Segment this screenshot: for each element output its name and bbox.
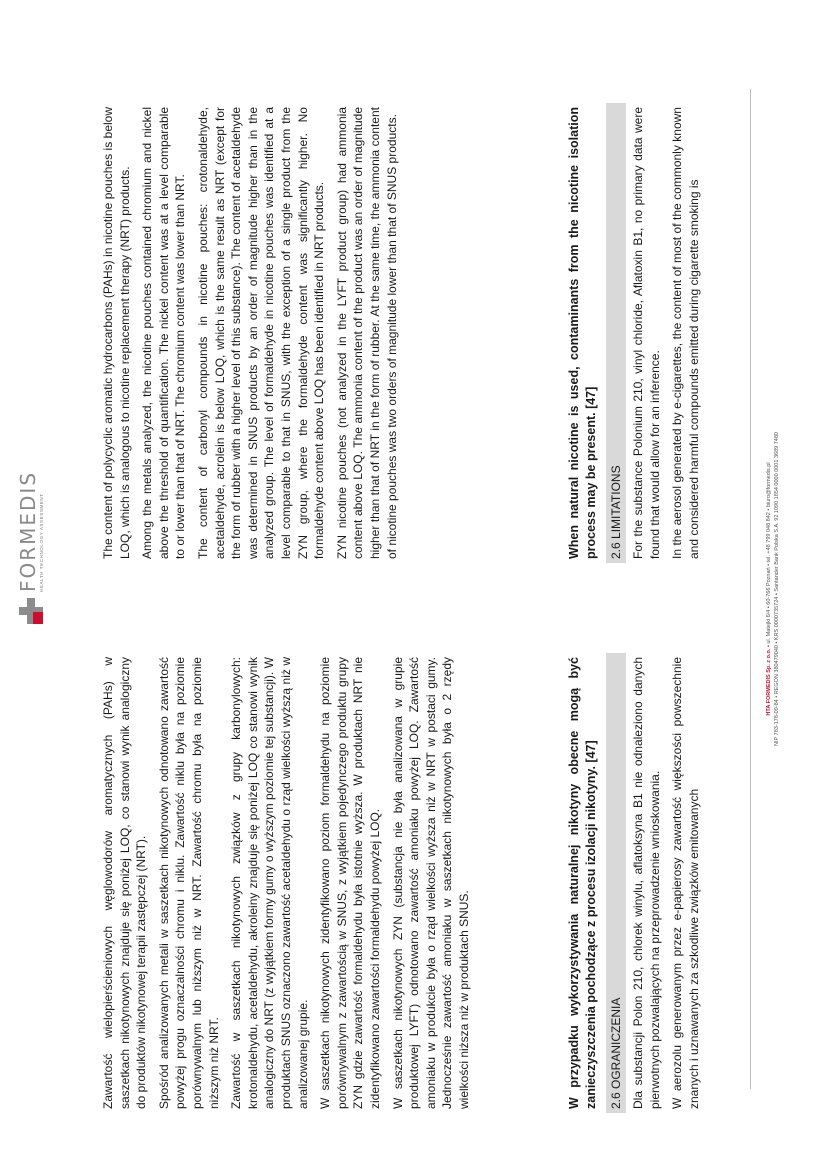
footer-company: HTA FORMEDIS Sp. z o.o. [766,648,772,716]
limitations-paragraph-en-1: For the substance Polonium 210, vinyl chloride, Aflatoxin B1, no primary data were found that would allow for an inference. [631,107,662,559]
section-heading-en: 2.6 LIMITATIONS [606,103,626,563]
formedis-logo [18,471,45,624]
page-footer [750,89,781,1089]
paragraph-pl-5: W saszetkach nikotynowych ZYN (substancja nie była analizowana w grupie produktowej LYFT) odnotowano zawartość amoniaku powyżej LOQ. Zawartość amoniaku w produkcie była o rząd wielkości wyższa niż w NRT w postaci gumy. Jednocześnie zawartość amoniaku w saszetkach nikotynowych była o 2 rzędy wielkości niższa niż w produktach SNUS. [390,657,471,1109]
callout-pl: W przypadku wykorzystywania naturalnej nikotyny obecne mogą być zanieczyszczenia pochodzące z procesu izolacji nikotyny. [47] [567,657,598,1109]
paragraph-pl-1: Zawartość wielopierścieniowych węglowodorów aromatycznych (PAHs) w saszetkach nikotynowych znajduje się poniżej LOQ, co stanowi wynik analogiczny do produktów nikotynowej terapii zastępczej (NRT). [101,657,149,1109]
logo-tagline: HEALTH TECHNOLOGY ASSESSMENT [39,493,44,592]
limitations-paragraph-pl-2: W aerozolu generowanym przez e-papierosy zawartość większości powszechnie znanych i uznawanych za szkodliwe związków emitowanych [670,657,701,1109]
paragraph-pl-3: Zawartość w saszetkach nikotynowych związków z grupy karbonylowych: krotonaldehydu, acetaldehydu, akroleiny znajduje się poniżej LOQ co stanowi wynik analogiczny do NRT (z wyjątkiem formy gumy o wyższym poziomie tej substancji). W produktach SNUS oznaczono zawartość acetaldehydu o rząd wielkości wyższą niż w analizowanej grupie. [229,657,310,1109]
paragraph-en-1: The content of polycyclic aromatic hydrocarbons (PAHs) in nicotine pouches is below LOQ, which is analogous to nicotine replacement therapy (NRT) products. [101,107,132,559]
callout-en: When natural nicotine is used, contaminants from the nicotine isolation process may be present. [47] [567,107,598,559]
paragraph-pl-4: W saszetkach nikotynowych zidentyfikowano poziom formaldehydu na poziomie porównywalnym z zawartością w SNUS, z wyjątkiem pojedynczego produktu grupy ZYN gdzie zawartość formaldehydu była istotnie wyższa. W produktach NRT nie zidentyfikowano zawartości formaldehydu powyżej LOQ. [318,657,382,1109]
paragraph-en-2: Among the metals analyzed, the nicotine pouches contained chromium and nickel above the threshold of quantification. The nickel content was at a level comparable to or lower than that of NRT. The chromium content was lower than NRT. [140,107,188,559]
paragraph-en-3: The content of carbonyl compounds in nicotine pouches: crotonaldehyde, acetaldehyde, acrolein is below LOQ, which is the same result as NRT (except for the form of rubber with a higher level of this substance). The content of acetaldehyde was determined in SNUS products by an order of magnitude higher than in the analyzed group. The level of formaldehyde in nicotine pouches was identified at a level comparable to that in SNUS, with the exception of a single product from the ZYN group, where the formaldehyde content was significantly higher. No formaldehyde content above LOQ has been identified in NRT products. [195,107,327,559]
limitations-paragraph-pl-1: Dla substancji Polon 210, chlorek winylu, aflatoksyna B1 nie odnaleziono danych pierwotnych pozwalających na przeprowadzenie wnioskowania. [631,657,662,1109]
paragraph-pl-2: Spośród analizowanych metali w saszetkach nikotynowych odnotowano zawartość powyżej progu oznaczalności chromu i niklu. Zawartość niklu była na poziomie porównywalnym lub niższym niż w NRT. Zawartość chromu była na poziomie niższym niż NRT. [156,657,221,1109]
limitations-paragraph-en-2: In the aerosol generated by e-cigarettes, the content of most of the commonly known and considered harmful compounds emitted during cigarette smoking is [670,107,701,559]
footer-registry: NIP 783-178-09-84 • REGON 380479040 • KRS 0000735724 • Santander Bank Polska S.A. 92 1090 1854 0000 0001 3689 7480 [774,432,780,746]
footer-address: • ul. Matejki 6/4 • 60-766 Poznań • tel. +48 799 048 842 • biuro@formedis.pl [766,462,772,649]
logo-name: FORMEDIS [16,470,40,592]
medical-cross-icon [19,598,43,624]
english-column [100,107,708,559]
polish-column [100,657,708,1109]
paragraph-en-4: ZYN nicotine pouches (not analyzed in the LYFT product group) had ammonia content above LOQ. The ammonia content of the product was an order of magnitude higher than that of NRT in the form of rubber. At the same time, the ammonia content of nicotine pouches was two orders of magnitude lower than that of SNUS products. [334,107,399,559]
section-heading-pl: 2.6 OGRANICZENIA [606,653,626,1113]
